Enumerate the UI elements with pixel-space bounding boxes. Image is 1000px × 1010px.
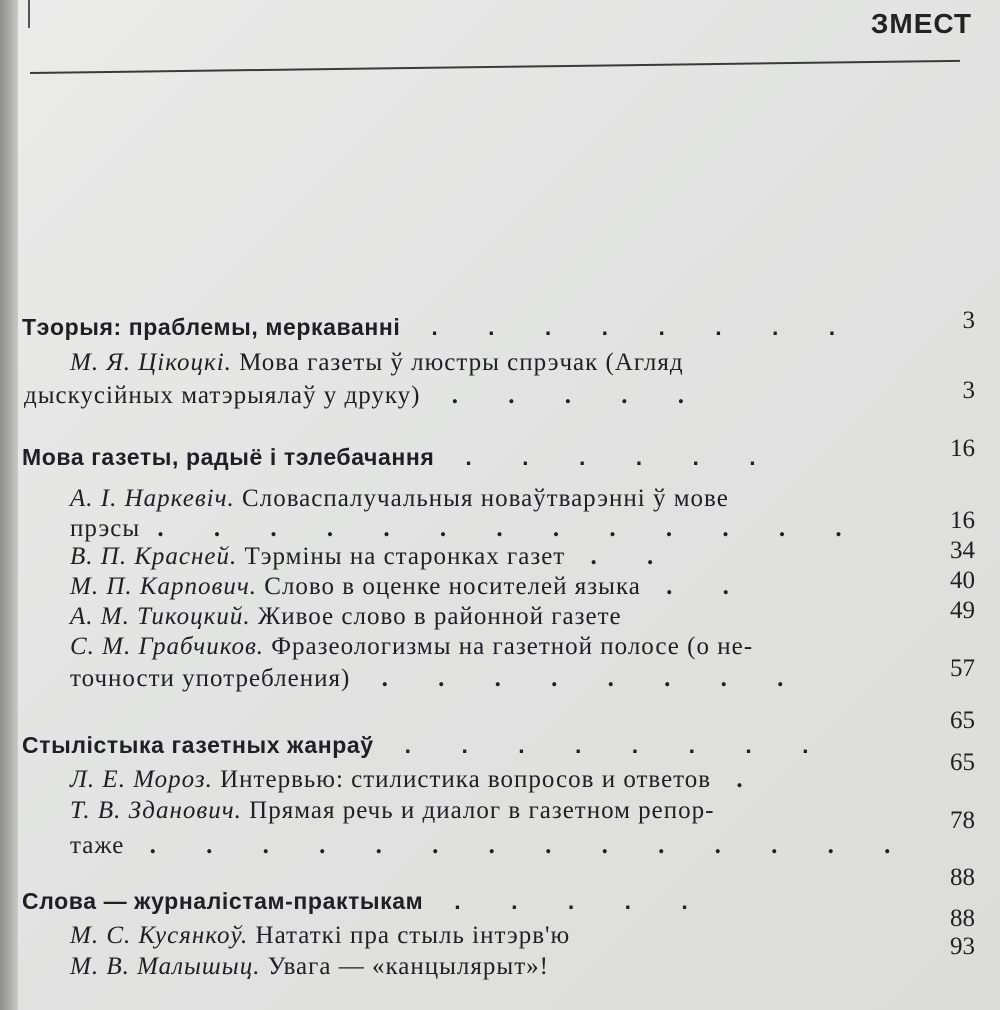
toc-entry-author: М. Я. Цікоцкі. <box>70 349 232 376</box>
toc-entry <box>70 922 570 950</box>
dot-leader: . . . . . . . . <box>404 732 831 758</box>
toc-entry-author: М. С. Кусянкоў. <box>70 922 249 949</box>
toc-page-number: 78 <box>950 807 975 834</box>
toc-entry-title: Фразеологизмы на газетной полосе (о не- <box>271 633 754 660</box>
toc-entry-author: А. І. Наркевіч. <box>70 485 235 512</box>
toc-entry <box>70 349 684 377</box>
toc-entry-title: Слово в оценке носителей языка <box>264 573 641 600</box>
toc-entry-title: Увага — «канцылярыт»! <box>267 953 549 980</box>
toc-entry-author: М. В. Малышыц. <box>70 953 261 980</box>
dot-leader: . . . . . . . . <box>381 665 806 692</box>
toc-page-number: 3 <box>962 307 975 334</box>
toc-entry-continuation: таже . . . . . . . . . . . . . . <box>70 832 913 859</box>
dot-leader: . . . . . . . . . . . . . <box>157 515 864 542</box>
toc-page-number: 16 <box>950 507 975 534</box>
toc-entry-title: Мова газеты ў люстры спрэчак (Агляд <box>239 349 684 376</box>
toc-entry <box>70 573 751 601</box>
toc-entry-continuation: прэсы . . . . . . . . . . . . . <box>70 515 864 542</box>
toc-entry-continuation: дыскусійных матэрыялаў у друку) . . . . . <box>24 382 707 409</box>
toc-entry <box>70 603 622 631</box>
dot-leader: . . . . . <box>451 382 707 409</box>
dot-leader: . . . . . . <box>465 444 778 470</box>
toc-entry-author: А. М. Тикоцкий. <box>70 603 251 630</box>
toc-page-number: 16 <box>950 435 975 462</box>
toc-page-number: 57 <box>950 655 975 682</box>
toc-entry <box>70 543 675 571</box>
toc-entry <box>70 633 753 661</box>
dot-leader: . . . . . . . . . . . . . . <box>149 832 913 859</box>
toc-page-number: 49 <box>950 597 975 624</box>
toc-section-title: Тэорыя: праблемы, меркаванні . . . . . . . . <box>22 314 858 340</box>
toc-page-number: 88 <box>950 905 975 932</box>
toc-section-title: Стылістыка газетных жанраў . . . . . . . . <box>22 732 831 758</box>
toc-entry-title: Живое слово в районной газете <box>257 603 622 630</box>
contents-heading: ЗМЕСТ <box>870 8 972 39</box>
toc-entry <box>70 797 714 825</box>
toc-page-number: 65 <box>950 707 975 734</box>
toc-entry-title: Тэрміны на старонках газет <box>244 543 566 570</box>
dot-leader: . . . . . . . . <box>431 314 858 340</box>
toc-entry-author: Т. В. Зданович. <box>70 797 242 824</box>
toc-entry-author: Л. Е. Мороз. <box>70 766 213 793</box>
toc-entry-author: С. М. Грабчиков. <box>70 633 265 660</box>
toc-section-title: Слова — журналістам-практыкам . . . . . <box>22 888 710 914</box>
toc-page-number: 40 <box>950 567 975 594</box>
toc-page-number: 34 <box>950 537 975 564</box>
toc-entry <box>70 485 729 513</box>
toc-page-number: 93 <box>950 933 975 960</box>
toc-entry <box>70 766 765 794</box>
toc-entry-title: Интервью: стилистика вопросов и ответов <box>220 766 712 793</box>
toc-entry-title: Прямая речь и диалог в газетном репор- <box>249 797 715 824</box>
toc-page-number: 65 <box>950 749 975 776</box>
toc-entry-author: М. П. Карпович. <box>70 573 258 600</box>
dot-leader: . . <box>666 573 751 600</box>
toc-entry-continuation: точности употребления) . . . . . . . . <box>70 665 806 692</box>
dot-leader: . <box>736 766 765 793</box>
toc-entry-title: Словаспалучальныя новаўтварэнні ў мове <box>242 485 729 512</box>
dot-leader: . . <box>590 543 676 570</box>
toc-entry-author: В. П. Красней. <box>70 543 238 570</box>
dot-leader: . . . . . <box>454 888 710 914</box>
toc-page-number: 3 <box>962 377 975 404</box>
toc-entry-title: Нататкі пра стыль інтэрв'ю <box>255 922 571 949</box>
toc-section-title: Мова газеты, радыё і тэлебачання . . . . . . <box>22 444 778 470</box>
toc-page-number: 88 <box>950 864 975 891</box>
toc-entry <box>70 953 549 981</box>
